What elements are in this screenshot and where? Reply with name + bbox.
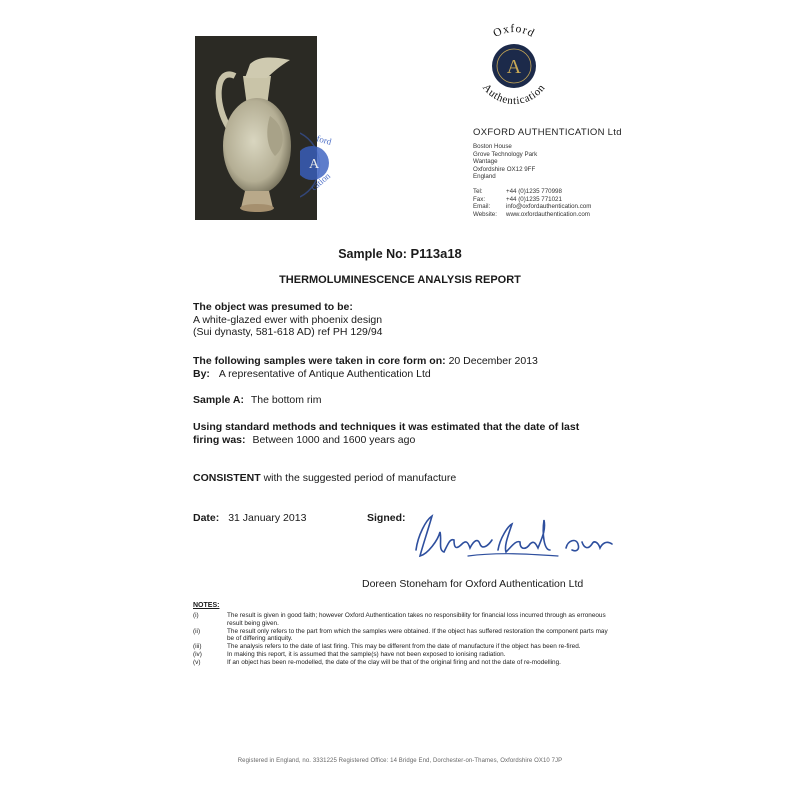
samples-section [193,355,538,380]
note-item: (iii) The analysis refers to the date of last firing. This may be different from the date of manufacture if the object has been re-fired. [193,643,581,651]
contact-email: Email: info@oxfordauthentication.com [473,203,592,211]
consistency-statement [193,472,456,485]
svg-text:Oxford [491,23,536,40]
signature [408,510,618,570]
ewer-photo [195,36,317,220]
note-item: (v) If an object has been re-modelled, the date of the clay will be that of the original firing and not the date of re-modelling. [193,658,561,666]
estimate-section [193,421,579,446]
company-address [473,143,537,181]
note-item: (i) The result is given in good faith; however Oxford Authentication takes no responsibility for financial loss incurred through as erroneous result being given. [193,612,606,627]
estimate-value: Between 1000 and 1600 years ago [252,433,416,446]
sample-a [193,394,322,407]
contact-website: Website: www.oxfordauthentication.com [473,210,590,218]
stamp-seal [300,125,350,200]
sample-number-value: P113a18 [410,246,462,261]
note-item: (iv) In making this report, it is assumed that the sample(s) have not been exposed to ionising radiation. [193,650,506,658]
sample-number-label: Sample No: [338,247,407,261]
date-label: Date: [193,512,220,524]
estimate-line: Using standard methods and techniques it was estimated that the date of last [193,421,580,433]
stamp-bottom-text: cation [308,170,333,193]
address-line: Grove Technology Park [473,150,538,158]
presumed-object-section [193,301,383,339]
note-item: (ii) The result only refers to the part from which the samples were obtained. If the object has suffered restoration the component parts may be of differing antiquity. [193,627,608,643]
consistent-label: CONSISTENT [193,472,261,484]
company-name: OXFORD AUTHENTICATION Ltd [473,127,622,138]
samples-label: The following samples were taken in core form on: [193,355,446,367]
registration-footer: Registered in England, no. 3331225 Registered Office: 14 Bridge End, Dorchester-on-Thames, Oxfordshire OX10 7JP [237,758,563,764]
contact-tel: Tel: +44 (0)1235 770998 [473,188,562,195]
samples-date: 20 December 2013 [448,355,538,367]
stamp-monogram: A [309,157,320,172]
address-line: Boston House [473,143,512,150]
report-date [193,512,306,525]
stamp-top-text: ford [315,133,333,147]
signer-name: Doreen Stoneham for Oxford Authentication Ltd [362,578,584,590]
contact-fax: Fax: +44 (0)1235 771021 [473,195,562,203]
sample-number [0,246,800,261]
date-value: 31 January 2013 [228,512,307,524]
address-line: England [473,173,496,181]
signed-label: Signed: [367,512,406,524]
notes-heading: NOTES: [193,602,220,609]
address-line: Wantage [473,158,498,166]
sample-a-value: The bottom rim [250,394,322,406]
address-line: Oxfordshire OX12 9FF [473,165,536,173]
company-contacts [473,188,591,218]
logo-bottom-text: Authentication [480,81,548,108]
by-label: By: [193,367,210,380]
by-value: A representative of Antique Authentication Ltd [218,367,431,380]
sample-a-label: Sample A: [193,394,244,406]
oxford-authentication-logo [466,16,562,120]
logo-top-text: Oxford [491,22,537,41]
consistent-rest: with the suggested period of manufacture [263,472,457,484]
firing-label: firing was: [193,433,246,446]
presumed-line: (Sui dynasty, 581-618 AD) ref PH 129/94 [193,326,383,338]
report-title: THERMOLUMINESCENCE ANALYSIS REPORT [279,274,521,286]
presumed-line: A white-glazed ewer with phoenix design [193,313,383,326]
notes-list [193,612,613,667]
logo-monogram: A [506,56,522,78]
presumed-label: The object was presumed to be: [193,301,353,313]
